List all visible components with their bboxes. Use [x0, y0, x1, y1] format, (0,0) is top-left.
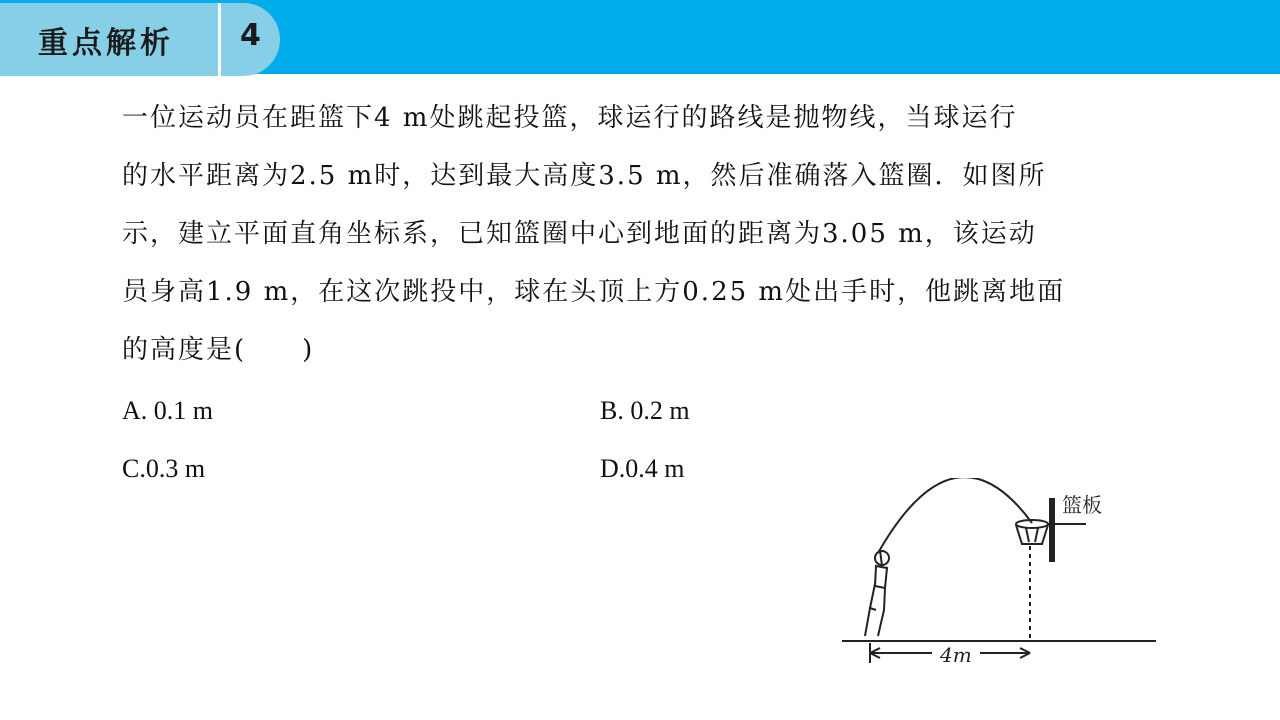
option-c: C.0.3 m [122, 454, 206, 483]
question-line: 示，建立平面直角坐标系，已知篮圈中心到地面的距离为3.05 m，该运动 [122, 219, 1037, 249]
question-text [122, 98, 1162, 388]
option-a: A. 0.1 m [122, 396, 213, 425]
option-b: B. 0.2 m [600, 396, 690, 425]
option-d: D.0.4 m [600, 454, 685, 483]
ball-trajectory [878, 478, 1032, 553]
figure-svg [840, 478, 1160, 678]
basketball-figure [840, 478, 1160, 678]
question-line: 的水平距离为2.5 m时，达到最大高度3.5 m，然后准确落入篮圈．如图所 [122, 161, 1047, 191]
distance-label: 4m [940, 643, 972, 667]
question-line: 的高度是( ) [122, 335, 315, 365]
question-line: 员身高1.9 m，在这次跳投中，球在头顶上方0.25 m处出手时，他跳离地面 [122, 277, 1066, 307]
backboard-label: 篮板 [1062, 493, 1102, 517]
section-number: 4 [240, 18, 261, 53]
hoop-icon [1016, 520, 1048, 544]
section-title: 重点解析 [38, 26, 174, 61]
section-divider [218, 3, 221, 76]
question-line: 一位运动员在距篮下4 m处跳起投篮，球运行的路线是抛物线，当球运行 [122, 103, 1018, 133]
player-icon [865, 550, 889, 636]
